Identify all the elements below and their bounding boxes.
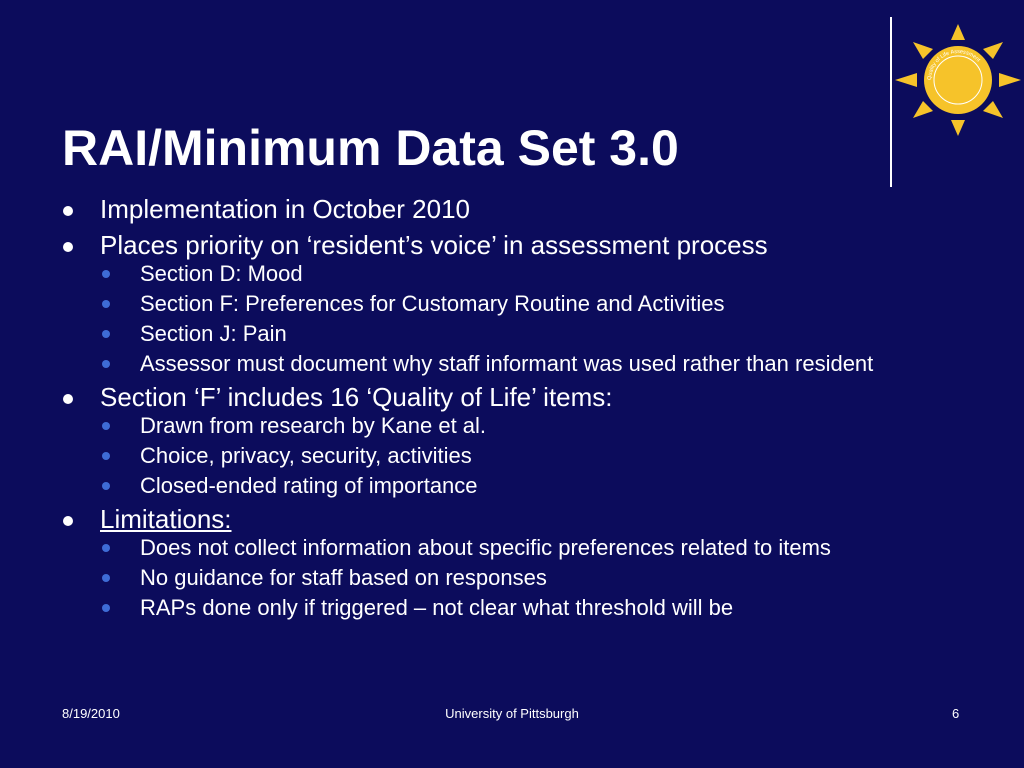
sub-bullet-dot [102,574,110,582]
sub-bullet-text: Section D: Mood [140,261,303,286]
sub-bullet-dot [102,482,110,490]
sub-bullet-dot [102,300,110,308]
bullet-list [60,194,960,626]
sun-icon [893,22,1023,138]
slide-title: RAI/Minimum Data Set 3.0 [62,120,679,176]
sub-bullet-item [100,474,960,498]
sub-bullet-dot [102,360,110,368]
sub-bullet-list [100,536,960,620]
bullet-dot [63,242,73,252]
sub-bullet-text: Closed-ended rating of importance [140,473,478,498]
bullet-dot [63,206,73,216]
sub-bullet-item [100,292,960,316]
bullet-item [60,230,960,376]
footer-date: 8/19/2010 [62,706,120,721]
footer-organization: University of Pittsburgh [445,706,579,721]
sub-bullet-text: RAPs done only if triggered – not clear what threshold will be [140,595,734,620]
sub-bullet-text: Does not collect information about specific preferences related to items [140,535,831,560]
sub-bullet-list [100,262,960,376]
title-divider-line [890,17,892,187]
bullet-item [60,382,960,498]
sub-bullet-item [100,444,960,468]
bullet-text: Section ‘F’ includes 16 ‘Quality of Life’ items: [100,382,613,412]
sub-bullet-item [100,414,960,438]
sub-bullet-item [100,566,960,590]
sub-bullet-list [100,414,960,498]
sub-bullet-text: Drawn from research by Kane et al. [140,413,487,438]
sub-bullet-item [100,262,960,286]
sub-bullet-item [100,322,960,346]
sub-bullet-text: Choice, privacy, security, activities [140,443,472,468]
bullet-text: Implementation in October 2010 [100,194,470,224]
sub-bullet-text: No guidance for staff based on responses [140,565,547,590]
sub-bullet-dot [102,544,110,552]
bullet-text: Places priority on ‘resident’s voice’ in assessment process [100,230,768,260]
sub-bullet-text: Section J: Pain [140,321,287,346]
sub-bullet-item [100,536,960,560]
sub-bullet-dot [102,422,110,430]
sub-bullet-item [100,352,930,376]
bullet-text: Limitations: [100,504,232,534]
sub-bullet-dot [102,604,110,612]
bullet-dot [63,516,73,526]
logo-text: Quality of Life Assessment [926,48,982,81]
sub-bullet-dot [102,330,110,338]
slide-number: 6 [952,706,960,721]
sub-bullet-item [100,596,960,620]
sub-bullet-dot [102,270,110,278]
sub-bullet-dot [102,452,110,460]
bullet-item [60,194,960,225]
bullet-item [60,504,960,620]
bullet-dot [63,394,73,404]
sub-bullet-text: Assessor must document why staff informant was used rather than resident [140,351,874,376]
sub-bullet-text: Section F: Preferences for Customary Routine and Activities [140,291,725,316]
